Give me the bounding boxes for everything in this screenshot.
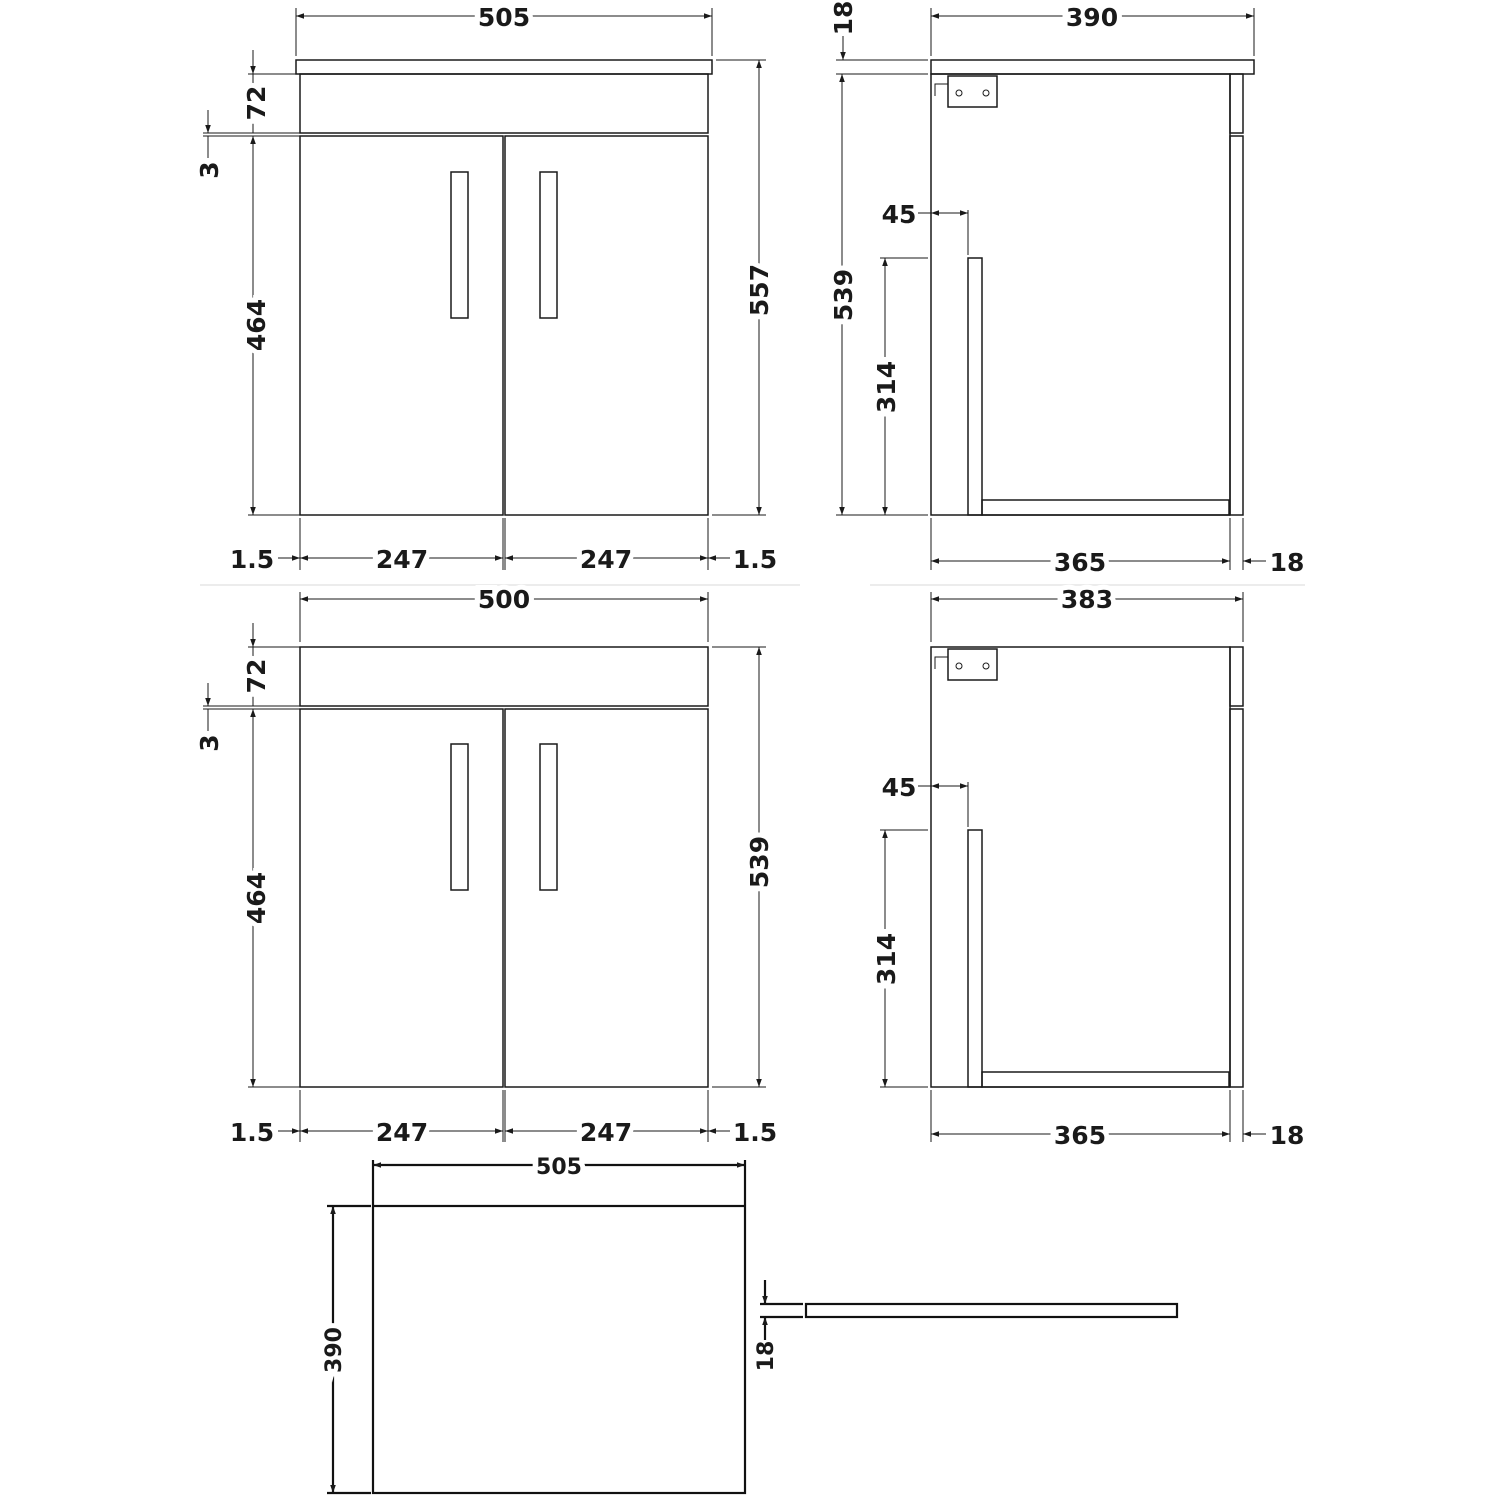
door-edge (1230, 136, 1243, 515)
bracket-hook (935, 84, 948, 96)
dim-overall-width: 500 (477, 585, 531, 614)
door-left (300, 709, 503, 1087)
shelf-back-panel (968, 830, 982, 1087)
dim-door-width-right: 247 (579, 545, 633, 574)
screw-hole (956, 663, 962, 669)
dim-overall-depth: 383 (1060, 585, 1114, 614)
dim-worktop-thickness: 18 (754, 1340, 779, 1372)
rail-edge (1230, 74, 1243, 133)
dim-body-depth: 365 (1053, 548, 1107, 577)
dim-door-width-right: 247 (579, 1118, 633, 1147)
dim-door-width-left: 247 (375, 1118, 429, 1147)
worktop-side (931, 60, 1254, 74)
dim-worktop-depth: 390 (322, 1327, 347, 1373)
dim-gap: 3 (195, 734, 224, 752)
hanging-bracket (948, 76, 997, 107)
dim-overall-width: 505 (477, 3, 531, 32)
dim-worktop-thickness: 18 (829, 0, 858, 36)
door-left (300, 136, 503, 515)
door-edge (1230, 709, 1243, 1087)
base-shelf (982, 1072, 1229, 1087)
dim-door-thickness: 18 (1269, 1121, 1305, 1150)
screw-hole (983, 90, 989, 96)
dim-overall-depth: 390 (1065, 3, 1119, 32)
dim-inset: 45 (881, 773, 917, 802)
side-view-without-worktop (872, 585, 1304, 1150)
dim-overall-height: 557 (745, 263, 774, 317)
dim-side-gap-right: 1.5 (732, 1118, 778, 1147)
side-view-with-worktop (829, 1, 1304, 577)
dim-door-height: 464 (242, 871, 271, 925)
worktop-edge (806, 1304, 1177, 1317)
shelf-back-panel (968, 258, 982, 515)
handle-right (540, 744, 557, 890)
dim-door-thickness: 18 (1269, 548, 1305, 577)
worktop-plan-view (322, 1155, 745, 1493)
worktop-outline (296, 60, 712, 74)
dim-top-thickness: 72 (242, 85, 271, 121)
worktop-edge-view (754, 1280, 1177, 1371)
dim-worktop-width: 505 (536, 1155, 582, 1180)
dim-side-gap-left: 1.5 (229, 545, 275, 574)
top-rail (300, 647, 708, 706)
handle-right (540, 172, 557, 318)
handle-left (451, 172, 468, 318)
handle-left (451, 744, 468, 890)
dim-body-depth: 365 (1053, 1121, 1107, 1150)
dim-overall-height: 539 (829, 268, 858, 322)
front-view-with-worktop (195, 3, 777, 574)
base-shelf (982, 500, 1229, 515)
carcass-side (931, 647, 1230, 1087)
dim-top-thickness: 72 (242, 658, 271, 694)
door-right (505, 136, 708, 515)
hanging-bracket (948, 649, 997, 680)
door-right (505, 709, 708, 1087)
dim-gap: 3 (195, 161, 224, 179)
dim-side-gap-right: 1.5 (732, 545, 778, 574)
dim-side-gap-left: 1.5 (229, 1118, 275, 1147)
dim-inset: 45 (881, 200, 917, 229)
worktop-plan (373, 1206, 745, 1493)
dim-overall-height: 539 (745, 835, 774, 889)
dim-shelf-height: 314 (872, 932, 901, 986)
top-rail (300, 74, 708, 133)
dim-shelf-height: 314 (872, 360, 901, 414)
dim-door-height: 464 (242, 298, 271, 352)
rail-edge (1230, 647, 1243, 706)
dim-door-width-left: 247 (375, 545, 429, 574)
front-view-without-worktop (195, 585, 777, 1147)
carcass-side (931, 74, 1230, 515)
screw-hole (956, 90, 962, 96)
bracket-hook (935, 657, 948, 669)
screw-hole (983, 663, 989, 669)
